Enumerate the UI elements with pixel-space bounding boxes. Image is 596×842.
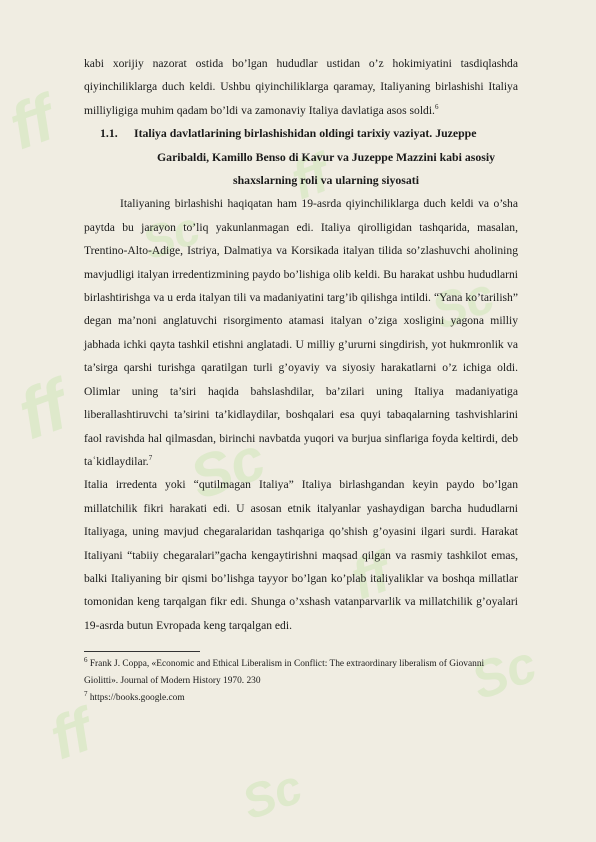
svg-text:Sc: Sc (424, 266, 502, 341)
svg-text:ff: ff (41, 695, 101, 773)
svg-text:ff: ff (342, 539, 399, 612)
svg-text:ff: ff (283, 142, 337, 212)
footnote-6 (84, 656, 518, 690)
section-number: 1.1. (100, 126, 118, 141)
svg-text:Sc: Sc (235, 760, 309, 831)
footnote-ref-7[interactable]: 7 (148, 454, 153, 463)
svg-text:Sc: Sc (181, 424, 274, 513)
paragraph-intro (84, 52, 518, 122)
section-title-line2: Garibaldi, Kamillo Benso di Kavur va Juzeppe Mazzini kabi asosiy (157, 149, 495, 164)
section-title-line1: Italiya davlatlarining birlashishidan oldingi tarixiy vaziyat. Juzeppe (134, 126, 477, 141)
footnote-7-number: 7 (84, 690, 88, 699)
section-title-line3: shaxslarning roli va ularning siyosati (233, 173, 419, 188)
footnote-6-text: Frank J. Coppa, «Economic and Ethical Liberalism in Conflict: The extraordinary liberalism of Giovanni Giolitti». Journal of Modern History 1970. 230 (84, 659, 485, 687)
svg-text:ff: ff (8, 365, 78, 455)
svg-text:Sc: Sc (135, 201, 207, 270)
footnote-ref-6[interactable]: 6 (434, 102, 439, 111)
paragraph-unification (84, 192, 518, 473)
paragraph-irredenta: Italia irredenta yoki “qutilmagan Italiya” Italiya birlashgandan keyin paydo bo’lgan millatchilik fikri harakati edi. U asosan etnik italyanlar yashaydigan barcha hududlarni Italiyaga, uning mavjud chegaralaridan tashqariga qo’shish g’oyasini ilgari surdi. Harakat Italiyani “tabiiy chegaralari”gacha kengaytirishni maqsad qilgan va rasmiy tashkilot emas, balki Italiyaning bir qismi bo’lishga tayyor bo’lgan ko’plab italiyaliklar va boshqa millatlar tomonidan keng tarqalgan fikr edi. Shunga o’xshash vatanparvarlik va millatchilik g’oyalari 19-asrda butun Evropada keng tarqalgan edi. (84, 478, 518, 632)
document-page (84, 52, 518, 707)
paragraph-unification-text: Italiyaning birlashishi haqiqatan ham 19-asrda qiyinchiliklarga duch keldi va o’sha paytda bu jarayon to’liq yakunlanmagan edi. Italiya qirolligidan tashqarida, masalan, Trentino-Alto-Adige, Istriya, Dalmatiya va Korsikada italyan tilida so’zlashuvchi aholining mavjudligi italyan irredentizmining paydo bo’lishiga olib keldi. Bu harakat ushbu hududlarni birlashtirishga va u erda italyan tili va madaniyatini targ’ib qilishga intildi. “Yana ko’tarilish” degan ma’noni anglatuvchi risorgimento atamasi italyan o’ziga xosligini yagona milliy jabhada ichki qayta tashkil etishni anglatadi. U milliy g’ururni singdirish, yot hukmronlik va ta’sirga qarshi turishga qaratilgan turli g’oyaviy va siyosiy harakatlarni o’z ichiga oldi. Olimlar uning ta’siri haqida bahslashdilar, ba’zilari uning Italiya madaniyatiga liberallashtiruvchi ta’sirini ta’kidlaydilar, boshqalari esa quyi tabaqalarning tashvishlarini faol ravishda hal qilmasdan, birinchi navbatda yuqori va burjua sinflariga foyda keltirdi, deb taʿkidlaydilar. (84, 197, 518, 468)
footnote-6-number: 6 (84, 656, 88, 665)
svg-text:Sc: Sc (464, 635, 544, 712)
footnote-7 (84, 690, 518, 707)
footnote-7-link[interactable]: https://books.google.com (87, 693, 185, 704)
paragraph-intro-text: kabi xorijiy nazorat ostida bo’lgan hududlar ustidan o’z hokimiyatini tasdiqlashda qiyinchiliklarga duch keldi. Ushbu qiyinchiliklarga qaramay, Italiyaning birlashishi Italiya milliyligiga muhim qadam bo’ldi va zamonaviy Italiya davlatiga asos soldi. (84, 57, 518, 117)
svg-text:ff: ff (0, 81, 64, 164)
section-heading (84, 122, 518, 192)
footnote-divider (84, 651, 200, 652)
